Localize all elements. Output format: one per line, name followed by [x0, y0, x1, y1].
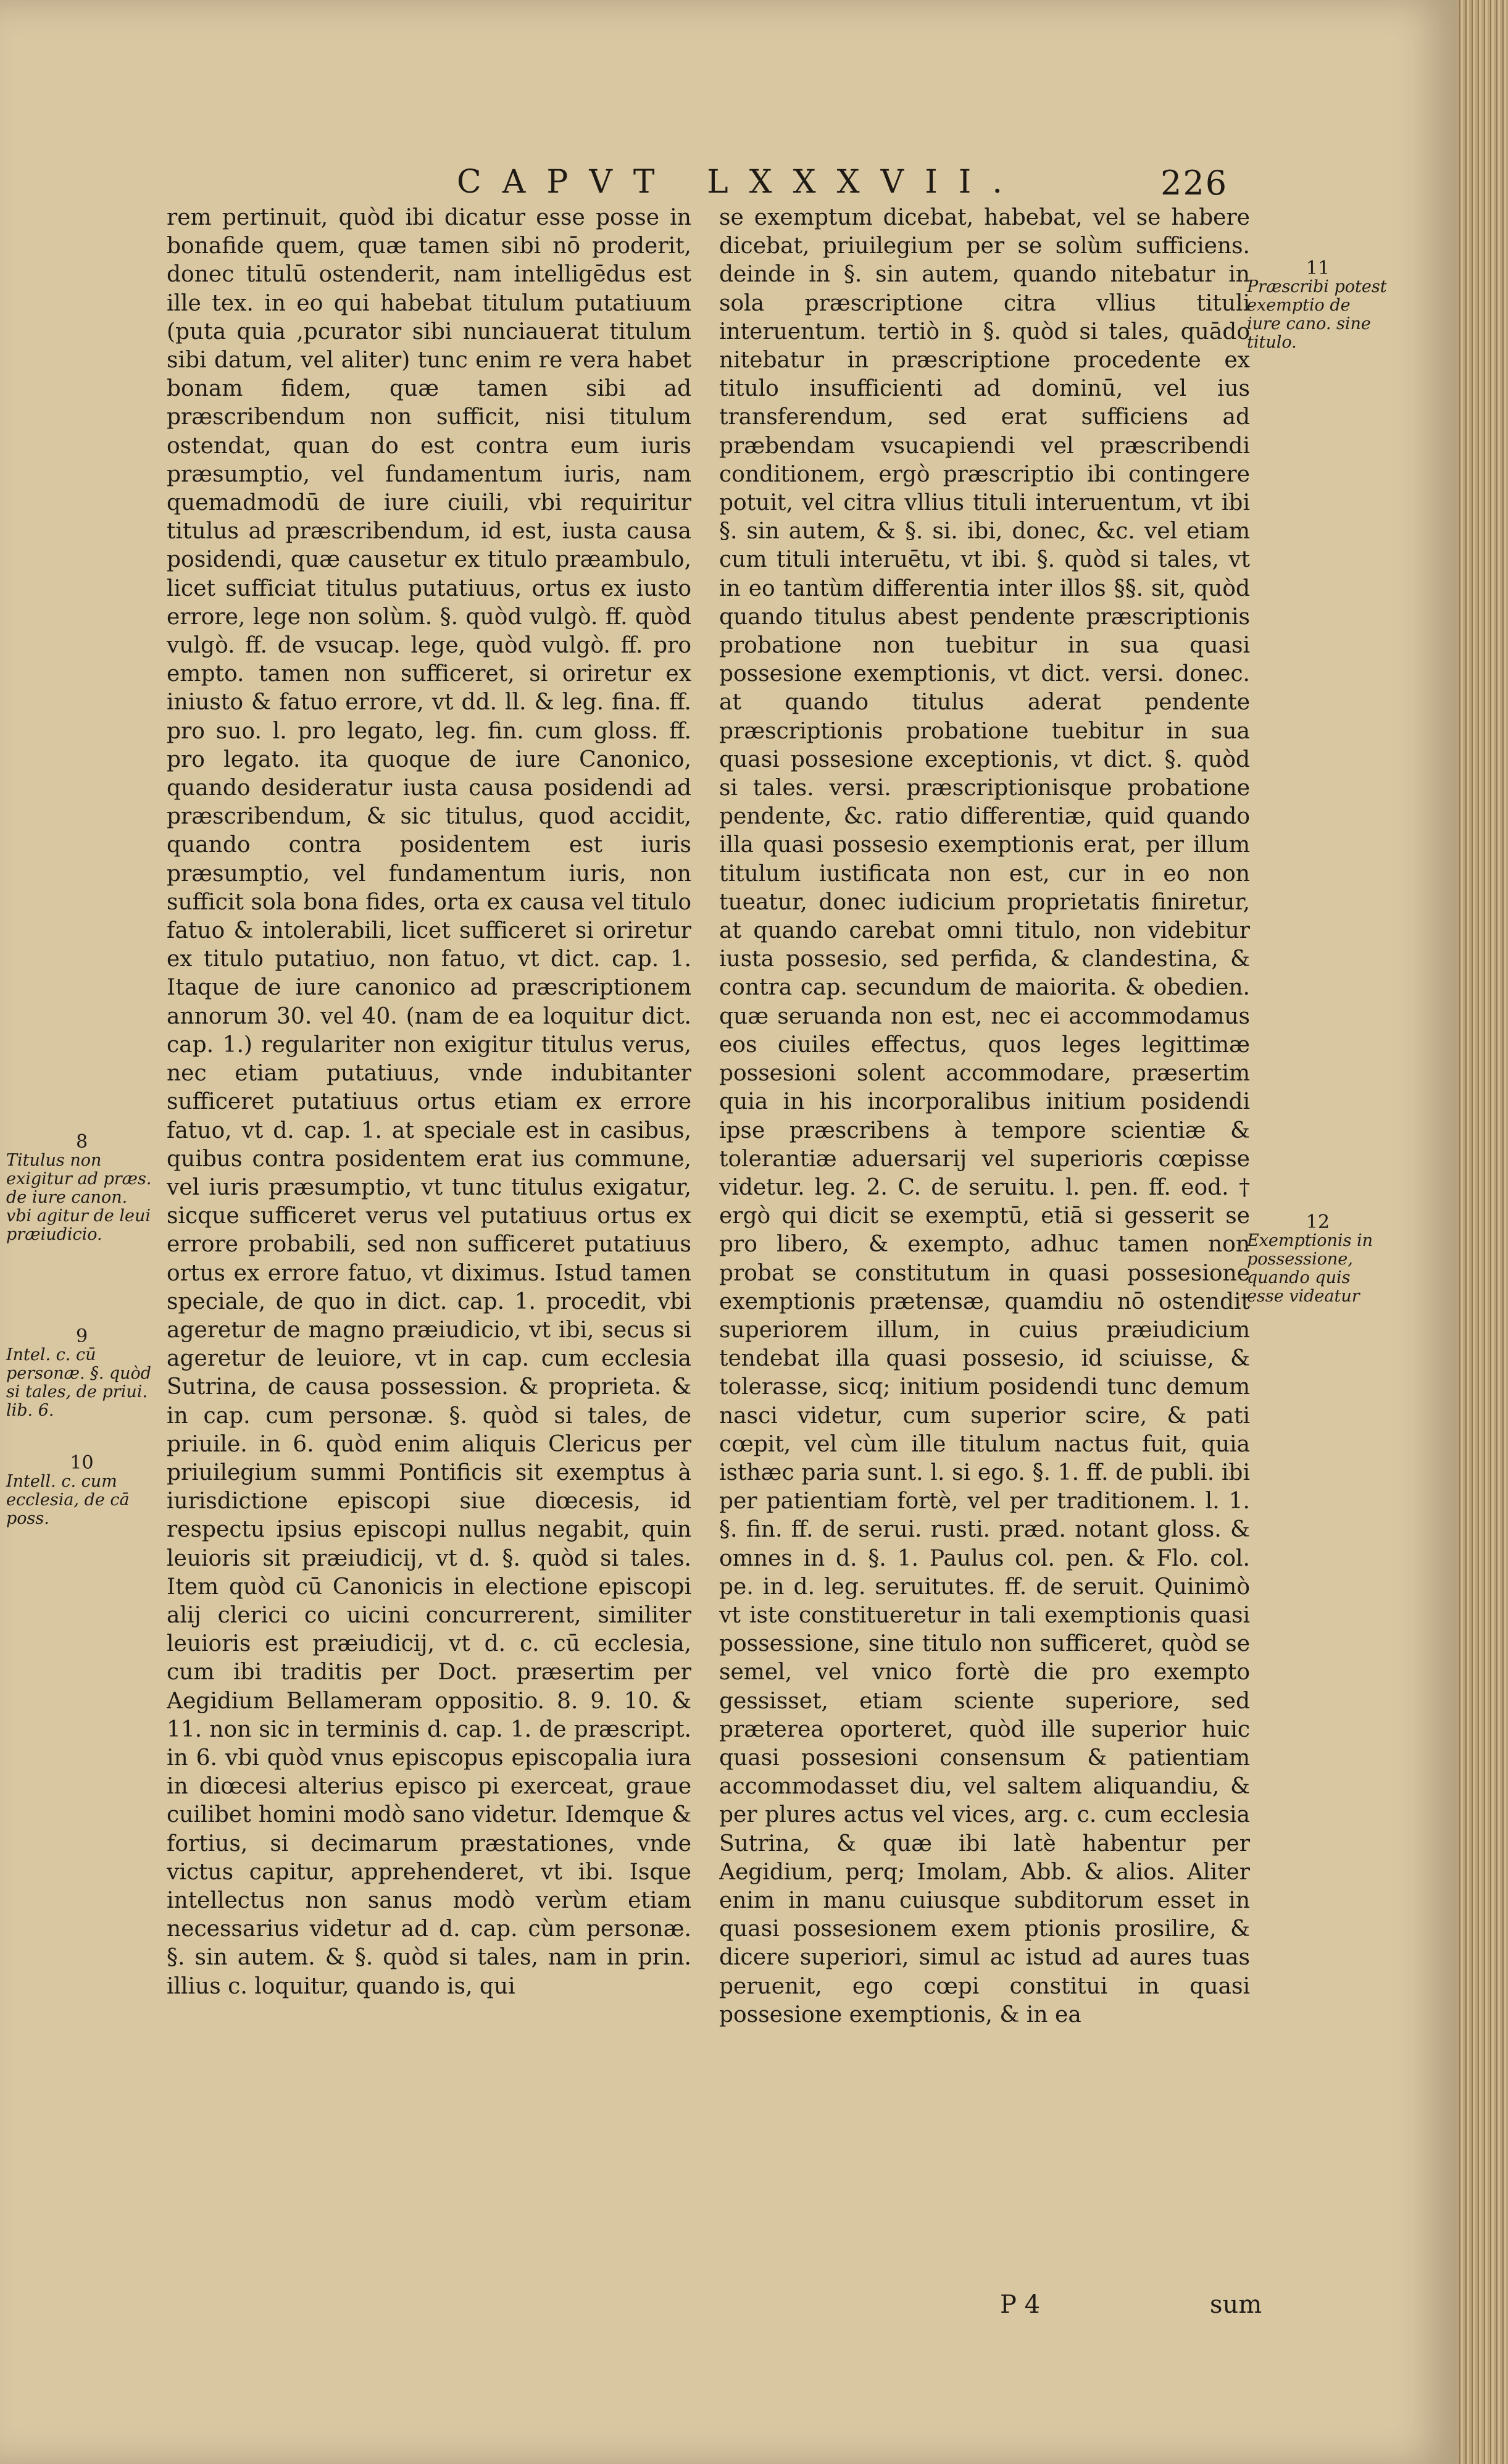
page-footer	[1000, 2291, 1262, 2328]
left-column	[167, 204, 691, 2291]
margin-note-number: 8	[75, 1131, 88, 1153]
margin-note-text: Intell. c. cum ecclesia, de cā poss.	[6, 1472, 130, 1528]
right-column-text: se exemptum dicebat, habebat, vel se habere dicebat, priuilegium per se solùm sufficiens. deinde in §. sin autem, quando nitebatur in sola præscriptione citra vllius tituli interuentum. tertiò in §. quòd si tales, quādo nitebatur in præscriptione procedente ex titulo insufficienti ad dominū, vel ius transferendum, sed erat sufficiens ad præbendam vsucapiendi vel præscribendi conditionem, ergò præscriptio ibi contingere potuit, vel citra vllius tituli interuentum, vt ibi §. sin autem, & §. si. ibi, donec, &c. vel etiam cum tituli interuētu, vt ibi. §. quòd si tales, vt in eo tantùm differentia inter illos §§. sit, quòd quando titulus abest pendente præscriptionis probatione non tuebitur in sua quasi possesione exemptionis, vt dict. versi. donec. at quando titulus aderat pendente præscriptionis probatione tuebitur in sua quasi possesione exceptionis, vt dict. §. quòd si tales. versi. præscriptionisque probatione pendente, &c. ratio differentiæ, quid quando illa quasi possesio exemptionis erat, per illum titulum iustificata non est, cur in eo non tueatur, donec iudicium proprietatis finiretur, at quando carebat omni titulo, non videbitur iusta possesio, sed perfida, & clandestina, & contra cap. secundum de maiorita. & obedien. quæ seruanda non est, nec ei accommodamus eos ciuiles effectus, quos leges legittimæ possesioni solent accommodare, præsertim quia in his incorporalibus initium posidendi ipse præscribens à tempore scientiæ & tolerantiæ aduersarij vel superioris cœpisse videtur. leg. 2. C. de seruitu. l. pen. ff. eod. † ergò qui dicit se exemptū, etiā si gesserit se pro libero, & exempto, adhuc tamen non probat se constitutum in quasi possesione exemptionis prætensæ, quamdiu nō ostendit superiorem illum, in cuius præiudicium tendebat illa quasi possesio, id sciuisse, & tolerasse, sicq; initium posidendi tunc demum nasci videtur, cum superior scire, & pati cœpit, vel cùm ille titulum nactus fuit, quia isthæc paria sunt. l. si ego. §. 1. ff. de publi. ibi per patientiam fortè, vel per traditionem. l. 1. §. fin. ff. de serui. rusti. præd. notant gloss. & omnes in d. §. 1. Paulus col. pen. & Flo. col. pe. in d. leg. seruitutes. ff. de seruit. Quinimò vt iste constitueretur in tali exemptionis quasi possessione, sine titulo non sufficeret, quòd se semel, vel vnico fortè die pro exempto gessisset, etiam sciente superiore, sed præterea oporteret, quòd ille superior huic quasi possesioni consensum & patientiam accommodasset diu, vel saltem aliquandiu, & per plures actus vel vices, arg. c. cum ecclesia Sutrina, & quæ ibi latè habentur per Aegidium, perq; Imolam, Abb. & alios. Aliter enim in manu cuiusque subditorum esset in quasi possesionem exem ptionis prosilire, & dicere superiori, simul ac istud ad aures tuas peruenit, ego cœpi constitui in quasi possesione exemptionis, & in ea	[719, 205, 1250, 2028]
margin-note-8	[6, 1133, 157, 1244]
page-block-edge	[1457, 0, 1508, 2464]
catchword: sum	[1210, 2291, 1262, 2319]
margin-note-text: Exemptionis in possessione, quando quis esse videatur	[1247, 1231, 1373, 1306]
margin-note-text: Præscribi potest exemptio de iure cano. sine titulo.	[1247, 277, 1387, 352]
margin-note-number: 12	[1306, 1211, 1330, 1233]
margin-note-9	[6, 1327, 157, 1420]
margin-note-10	[6, 1454, 157, 1528]
page-number: 226	[1160, 164, 1228, 203]
margin-note-11	[1247, 259, 1389, 352]
margin-note-number: 9	[75, 1326, 88, 1347]
left-column-text: rem pertinuit, quòd ibi dicatur esse posse in bonafide quem, quæ tamen sibi nō proderit, donec titulū ostenderit, nam intelligēdus est ille tex. in eo qui habebat titulum putatiuum (puta quia ,pcurator sibi nunciauerat titulum sibi datum, vel aliter) tunc enim re vera habet bonam fidem, quæ tamen sibi ad præscribendum non sufficit, nisi titulum ostendat, quan do est contra eum iuris præsumptio, vel fundamentum iuris, nam quemadmodū de iure ciuili, vbi requiritur titulus ad præscribendum, id est, iusta causa posidendi, quæ causetur ex titulo præambulo, licet sufficiat titulus putatiuus, ortus ex iusto errore, lege non solùm. §. quòd vulgò. ff. quòd vulgò. ff. de vsucap. lege, quòd vulgò. ff. pro empto. tamen non sufficeret, si oriretur ex iniusto & fatuo errore, vt dd. ll. & leg. fina. ff. pro suo. l. pro legato, leg. fin. cum gloss. ff. pro legato. ita quoque de iure Canonico, quando desideratur iusta causa posidendi ad præscribendum, & sic titulus, quod accidit, quando contra posidentem est iuris præsumptio, vel fundamentum iuris, non sufficit sola bona fides, orta ex causa vel titulo fatuo & intolerabili, licet sufficeret si oriretur ex titulo putatiuo, non fatuo, vt dict. cap. 1. Itaque de iure canonico ad præscriptionem annorum 30. vel 40. (nam de ea loquitur dict. cap. 1.) regulariter non exigitur titulus verus, nec etiam putatiuus, vnde indubitanter sufficeret putatiuus ortus etiam ex errore fatuo, vt d. cap. 1. at speciale est in casibus, quibus contra posidentem erat ius commune, vel iuris præsumptio, vt tunc titulus exigatur, sicque sufficeret verus vel putatiuus ortus ex errore probabili, sed non sufficeret putatiuus ortus ex errore fatuo, vt diximus. Istud tamen speciale, de quo in dict. cap. 1. procedit, vbi ageretur de magno præiudicio, vt ibi, secus si ageretur de leuiore, vt in cap. cum ecclesia Sutrina, de causa possession. & proprieta. & in cap. cum personæ. §. quòd si tales, de priuile. in 6. quòd enim aliquis Clericus per priuilegium summi Pontificis sit exemptus à iurisdictione episcopi siue diœcesis, id respectu ipsius episcopi nullus negabit, quin leuioris sit præiudicij, vt d. §. quòd si tales. Item quòd cū Canonicis in electione episcopi alij clerici co uicini concurrerent, similiter leuioris est præiudicij, vt d. c. cū ecclesia, cum ibi traditis per Doct. præsertim per Aegidium Bellameram oppositio. 8. 9. 10. & 11. non sic in terminis d. cap. 1. de præscript. in 6. vbi quòd vnus episcopus episcopalia iura in diœcesi alterius episco pi exerceat, graue cuilibet homini modò sano videtur. Idemque & fortius, si decimarum præstationes, vnde victus capitur, apprehenderet, vt ibi. Isque intellectus non sanus modò verùm etiam necessarius videtur ad d. cap. cùm personæ. §. sin autem. & §. quòd si tales, nam in prin. illius c. loquitur, quando is, qui	[167, 205, 691, 1999]
margin-note-number: 11	[1306, 257, 1330, 279]
margin-note-text: Intel. c. cū personæ. §. quòd si tales, de priui. lib. 6.	[6, 1345, 152, 1420]
margin-note-12	[1247, 1213, 1389, 1306]
running-title: CAPVT LXXXVII.	[457, 164, 1023, 201]
margin-note-number: 10	[70, 1452, 94, 1474]
margin-note-text: Titulus non exigitur ad præs. de iure canon. vbi agitur de leui præiudicio.	[6, 1151, 152, 1244]
signature-mark: P 4	[1000, 2291, 1041, 2319]
right-column	[719, 204, 1250, 2291]
